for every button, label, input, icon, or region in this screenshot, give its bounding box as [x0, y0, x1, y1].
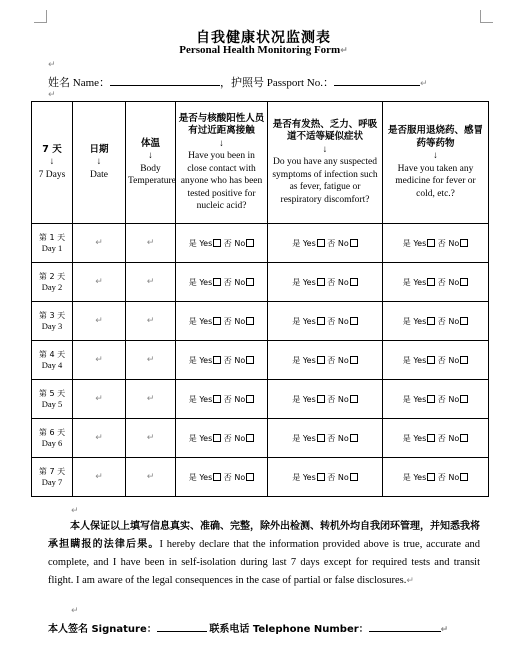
header-date	[73, 102, 126, 224]
no-checkbox[interactable]	[246, 434, 254, 442]
paragraph-mark: ↵	[48, 90, 56, 100]
day-label-en: Day 6	[41, 438, 63, 448]
down-arrow-icon: ↓	[96, 157, 102, 168]
header-temperature	[126, 102, 176, 224]
no-checkbox[interactable]	[460, 395, 468, 403]
header-date-en: Date	[90, 169, 108, 180]
declaration-chinese: 本人保证以上填写信息真实、准确、完整，除外出检测、转机外均自我闭环管理，并知悉我将承担瞒报的法律后果。	[48, 521, 480, 550]
table-row	[32, 302, 489, 341]
day-label-en: Day 7	[41, 477, 63, 487]
temperature-cell[interactable]	[126, 380, 176, 419]
yes-checkbox[interactable]	[317, 317, 325, 325]
day-label-zh: 第 3 天	[38, 311, 66, 320]
day-label-en: Day 1	[41, 243, 63, 253]
contact-yes-no-cell	[176, 263, 268, 302]
medicine-yes-no-cell	[383, 224, 489, 263]
medicine-yes-no-cell	[383, 458, 489, 497]
down-arrow-icon: ↓	[219, 138, 224, 149]
no-label: 否 No	[437, 472, 460, 482]
contact-yes-no-cell	[176, 419, 268, 458]
symptoms-yes-no-cell	[268, 341, 383, 380]
no-checkbox[interactable]	[460, 434, 468, 442]
paragraph-mark: ↵	[340, 46, 348, 56]
no-checkbox[interactable]	[350, 356, 358, 364]
no-checkbox[interactable]	[460, 473, 468, 481]
medicine-yes-no-cell	[383, 302, 489, 341]
yes-no-choice	[403, 395, 468, 404]
date-cell[interactable]	[73, 341, 126, 380]
contact-yes-no-cell	[176, 458, 268, 497]
no-checkbox[interactable]	[350, 317, 358, 325]
cell-mark: ↵	[95, 316, 103, 326]
no-checkbox[interactable]	[350, 278, 358, 286]
passport-label: 护照号 Passport No.：	[231, 77, 334, 89]
yes-label: 是 Yes	[292, 394, 316, 404]
header-contact-zh: 是否与核酸阳性人员有过近距离接触	[178, 112, 265, 136]
day-label-en: Day 5	[41, 399, 63, 409]
yes-no-choice	[403, 356, 468, 365]
phone-label: 联系电话 Telephone Number：	[209, 624, 369, 635]
symptoms-yes-no-cell	[268, 263, 383, 302]
yes-label: 是 Yes	[402, 433, 427, 443]
yes-checkbox[interactable]	[317, 473, 325, 481]
yes-no-choice	[292, 317, 357, 326]
day-label	[32, 341, 73, 380]
symptoms-yes-no-cell	[268, 380, 383, 419]
yes-label: 是 Yes	[188, 472, 213, 482]
no-label: 否 No	[223, 316, 246, 326]
temperature-cell[interactable]	[126, 302, 176, 341]
declaration	[48, 518, 480, 590]
day-label-zh: 第 1 天	[38, 233, 66, 242]
day-label-zh: 第 5 天	[38, 389, 66, 398]
signature-line	[48, 620, 448, 635]
yes-no-choice	[292, 395, 357, 404]
yes-checkbox[interactable]	[317, 356, 325, 364]
name-passport-line	[48, 74, 428, 90]
no-label: 否 No	[327, 316, 349, 326]
header-days-en: 7 Days	[38, 169, 66, 180]
cell-mark: ↵	[95, 238, 103, 248]
cell-mark: ↵	[95, 433, 103, 443]
medicine-yes-no-cell	[383, 380, 489, 419]
no-checkbox[interactable]	[460, 239, 468, 247]
temperature-cell[interactable]	[126, 224, 176, 263]
no-checkbox[interactable]	[246, 278, 254, 286]
down-arrow-icon: ↓	[433, 151, 438, 161]
day-label-zh: 第 2 天	[38, 272, 66, 281]
day-label-zh: 第 7 天	[38, 467, 66, 476]
contact-yes-no-cell	[176, 302, 268, 341]
no-checkbox[interactable]	[246, 395, 254, 403]
no-label: 否 No	[437, 433, 460, 443]
no-label: 否 No	[223, 238, 246, 248]
no-label: 否 No	[437, 394, 460, 404]
paragraph-mark: ↵	[71, 506, 79, 516]
no-label: 否 No	[223, 472, 246, 482]
day-label-en: Day 2	[41, 282, 63, 292]
no-checkbox[interactable]	[350, 473, 358, 481]
health-monitoring-table	[31, 101, 489, 497]
down-arrow-icon: ↓	[49, 157, 55, 168]
yes-no-choice	[189, 356, 254, 365]
yes-label: 是 Yes	[292, 433, 316, 443]
medicine-yes-no-cell	[383, 341, 489, 380]
medicine-yes-no-cell	[383, 263, 489, 302]
yes-no-choice	[403, 473, 468, 482]
cell-mark: ↵	[146, 472, 155, 482]
yes-no-choice	[292, 434, 357, 443]
no-label: 否 No	[327, 433, 349, 443]
down-arrow-icon: ↓	[148, 151, 153, 161]
declaration-english: I hereby declare that the information provided above is true, accurate and complete, and I have been in self-isolation during last 7 days except for required tests and transit flight. I am aware of the legal consequences in the case of partial or false disclosures.	[48, 539, 481, 586]
yes-checkbox[interactable]	[317, 278, 325, 286]
yes-no-choice	[403, 239, 468, 248]
no-checkbox[interactable]	[246, 473, 254, 481]
header-symptoms	[268, 102, 383, 224]
cell-mark: ↵	[146, 238, 155, 248]
header-medicine-en: Have you taken any medicine for fever or cold, etc.?	[395, 163, 476, 199]
header-medicine	[383, 102, 489, 224]
yes-no-choice	[292, 239, 357, 248]
cell-mark: ↵	[146, 277, 155, 287]
no-checkbox[interactable]	[350, 434, 358, 442]
cell-mark: ↵	[95, 277, 103, 287]
cell-mark: ↵	[95, 394, 103, 404]
temperature-cell[interactable]	[126, 419, 176, 458]
no-label: 否 No	[437, 238, 460, 248]
no-checkbox[interactable]	[246, 317, 254, 325]
date-cell[interactable]	[73, 380, 126, 419]
date-cell[interactable]	[73, 263, 126, 302]
no-label: 否 No	[327, 394, 349, 404]
yes-no-choice	[189, 278, 254, 287]
yes-label: 是 Yes	[188, 355, 213, 365]
yes-no-choice	[189, 395, 254, 404]
no-checkbox[interactable]	[460, 317, 468, 325]
name-label: 姓名 Name：	[48, 77, 111, 89]
yes-no-choice	[403, 434, 468, 443]
header-medicine-zh: 是否服用退烧药、感冒药等药物	[387, 125, 483, 149]
yes-label: 是 Yes	[402, 277, 427, 287]
table-row	[32, 224, 489, 263]
symptoms-yes-no-cell	[268, 419, 383, 458]
no-label: 否 No	[223, 355, 246, 365]
header-temperature-zh: 体温	[140, 137, 160, 149]
day-label	[32, 263, 73, 302]
table-row	[32, 380, 489, 419]
day-label-en: Day 4	[41, 360, 63, 370]
down-arrow-icon: ↓	[322, 144, 328, 155]
yes-no-choice	[189, 317, 254, 326]
no-label: 否 No	[223, 394, 246, 404]
no-checkbox[interactable]	[460, 356, 468, 364]
yes-no-choice	[189, 434, 254, 443]
no-label: 否 No	[437, 277, 460, 287]
header-symptoms-zh: 是否有发热、乏力、呼吸道不适等疑似症状	[272, 118, 378, 143]
yes-label: 是 Yes	[292, 472, 316, 482]
table-header-row	[32, 102, 489, 224]
phone-field[interactable]	[369, 620, 441, 632]
name-field[interactable]	[110, 74, 220, 86]
temperature-cell[interactable]	[126, 341, 176, 380]
no-label: 否 No	[327, 355, 349, 365]
table-row	[32, 419, 489, 458]
yes-no-choice	[189, 473, 254, 482]
no-checkbox[interactable]	[246, 356, 254, 364]
yes-no-choice	[403, 317, 468, 326]
contact-yes-no-cell	[176, 380, 268, 419]
no-label: 否 No	[437, 355, 460, 365]
no-checkbox[interactable]	[350, 395, 358, 403]
cell-mark: ↵	[146, 355, 155, 365]
date-cell[interactable]	[73, 419, 126, 458]
date-cell[interactable]	[73, 458, 126, 497]
yes-label: 是 Yes	[188, 277, 213, 287]
day-label	[32, 302, 73, 341]
header-days	[32, 102, 73, 224]
header-date-zh: 日期	[89, 143, 109, 155]
symptoms-yes-no-cell	[268, 458, 383, 497]
contact-yes-no-cell	[176, 341, 268, 380]
title-chinese: 自我健康状况监测表	[196, 30, 331, 46]
no-label: 否 No	[327, 238, 349, 248]
separator: ，	[220, 77, 232, 89]
yes-label: 是 Yes	[188, 394, 213, 404]
cell-mark: ↵	[146, 394, 155, 404]
yes-label: 是 Yes	[402, 394, 427, 404]
yes-no-choice	[403, 278, 468, 287]
temperature-cell[interactable]	[126, 458, 176, 497]
yes-label: 是 Yes	[292, 277, 316, 287]
header-contact	[176, 102, 268, 224]
medicine-yes-no-cell	[383, 419, 489, 458]
no-label: 否 No	[223, 277, 246, 287]
yes-label: 是 Yes	[292, 238, 316, 248]
title-english: Personal Health Monitoring Form↵	[179, 44, 348, 56]
yes-checkbox[interactable]	[317, 395, 325, 403]
yes-label: 是 Yes	[188, 316, 213, 326]
day-label-en: Day 3	[41, 321, 63, 331]
day-label	[32, 458, 73, 497]
date-cell[interactable]	[73, 224, 126, 263]
header-contact-en: Have you been in close contact with anyone who has been tested positive for nucleic acid?	[180, 151, 263, 211]
paragraph-mark: ↵	[48, 60, 56, 70]
crop-mark-top-left	[34, 10, 47, 23]
day-label	[32, 224, 73, 263]
date-cell[interactable]	[73, 302, 126, 341]
cell-mark: ↵	[95, 472, 103, 482]
yes-label: 是 Yes	[402, 316, 427, 326]
cell-mark: ↵	[146, 433, 155, 443]
signature-label: 本人签名 Signature：	[48, 624, 157, 635]
passport-field[interactable]	[334, 74, 420, 86]
yes-label: 是 Yes	[292, 355, 316, 365]
paragraph-mark: ↵	[71, 606, 79, 616]
no-checkbox[interactable]	[246, 239, 254, 247]
symptoms-yes-no-cell	[268, 302, 383, 341]
no-label: 否 No	[223, 433, 246, 443]
table-row	[32, 341, 489, 380]
yes-label: 是 Yes	[292, 316, 316, 326]
table-row	[32, 458, 489, 497]
cell-mark: ↵	[146, 316, 155, 326]
day-label-zh: 第 6 天	[38, 428, 66, 437]
no-label: 否 No	[327, 277, 349, 287]
day-label-zh: 第 4 天	[38, 350, 66, 359]
yes-checkbox[interactable]	[317, 239, 325, 247]
yes-checkbox[interactable]	[317, 434, 325, 442]
header-days-zh: 7 天	[42, 143, 62, 155]
day-label	[32, 380, 73, 419]
paragraph-mark: ↵	[420, 79, 428, 89]
no-checkbox[interactable]	[460, 278, 468, 286]
cell-mark: ↵	[95, 355, 103, 365]
table-row	[32, 263, 489, 302]
no-label: 否 No	[327, 472, 349, 482]
temperature-cell[interactable]	[126, 263, 176, 302]
yes-label: 是 Yes	[402, 472, 427, 482]
no-label: 否 No	[437, 316, 460, 326]
header-temperature-en: Body Temperature	[128, 163, 176, 186]
paragraph-mark: ↵	[406, 576, 414, 586]
yes-no-choice	[189, 239, 254, 248]
yes-label: 是 Yes	[402, 355, 427, 365]
symptoms-yes-no-cell	[268, 224, 383, 263]
day-label	[32, 419, 73, 458]
yes-label: 是 Yes	[188, 238, 213, 248]
signature-field[interactable]	[157, 620, 207, 632]
crop-mark-top-right	[480, 10, 493, 23]
paragraph-mark: ↵	[440, 625, 449, 635]
contact-yes-no-cell	[176, 224, 268, 263]
header-symptoms-en: Do you have any suspected symptoms of infection such as fever, fatigue or respiratory discomfort?	[272, 157, 378, 205]
yes-label: 是 Yes	[188, 433, 213, 443]
yes-no-choice	[292, 473, 357, 482]
yes-label: 是 Yes	[402, 238, 427, 248]
yes-no-choice	[292, 356, 357, 365]
yes-no-choice	[292, 278, 357, 287]
no-checkbox[interactable]	[350, 239, 358, 247]
